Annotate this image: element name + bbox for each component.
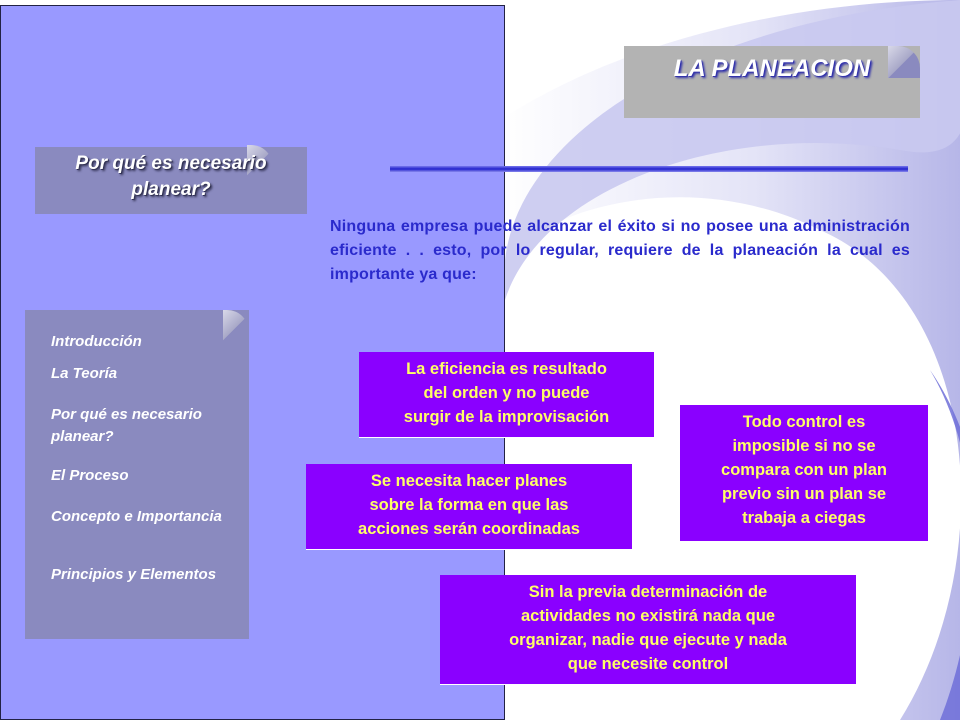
intro-paragraph: Ninguna empresa puede alcanzar el éxito si no posee una administración eficiente . . esto, por lo regular, requiere de la planeación la cual es importante ya que:: [330, 218, 910, 283]
box-planes-line-2: sobre la forma en que las: [369, 496, 569, 514]
section-header: [35, 147, 307, 214]
box-eficiencia: [359, 352, 655, 438]
box-control-line-4: previo sin un plan se: [721, 485, 887, 503]
box-planes-line-3: acciones serán coordinadas: [358, 520, 580, 538]
box-control-line-1: Todo control es: [742, 413, 866, 431]
page-title: LA PLANEACION: [673, 55, 871, 82]
nav-item-concepto-importancia[interactable]: Concepto e Importancia: [51, 508, 222, 525]
title-divider: [390, 166, 908, 172]
box-actividades-line-4: que necesite control: [567, 655, 729, 673]
nav-item-introduccion[interactable]: Introducción: [51, 333, 142, 350]
box-eficiencia-line-1: La eficiencia es resultado: [406, 360, 607, 378]
box-control: [680, 405, 929, 542]
box-actividades-line-3: organizar, nadie que ejecute y nada: [509, 631, 787, 649]
nav-item-principios-elementos[interactable]: Principios y Elementos: [51, 566, 217, 583]
box-planes: [306, 464, 633, 550]
section-title-line-1: Por qué es necesario: [75, 153, 267, 174]
section-title: [35, 151, 307, 203]
nav-item-el-proceso[interactable]: El Proceso: [51, 467, 129, 484]
section-title-line-2: planear?: [131, 179, 211, 200]
title-tab: [624, 46, 920, 118]
nav-menu: [25, 310, 249, 639]
box-eficiencia-line-3: surgir de la improvisación: [403, 408, 610, 426]
nav-item-por-que-planear[interactable]: Por qué es necesario planear?: [51, 406, 202, 445]
nav-item-la-teoria[interactable]: La Teoría: [51, 365, 118, 382]
box-control-line-2: imposible si no se: [732, 437, 876, 455]
box-actividades-line-2: actividades no existirá nada que: [520, 607, 775, 625]
box-control-line-3: compara con un plan: [721, 461, 887, 479]
box-control-line-5: trabaja a ciegas: [742, 509, 866, 527]
box-planes-line-1: Se necesita hacer planes: [370, 472, 568, 490]
box-actividades-line-1: Sin la previa determinación de: [528, 583, 768, 601]
box-eficiencia-line-2: del orden y no puede: [423, 384, 590, 402]
box-actividades: [440, 575, 857, 685]
